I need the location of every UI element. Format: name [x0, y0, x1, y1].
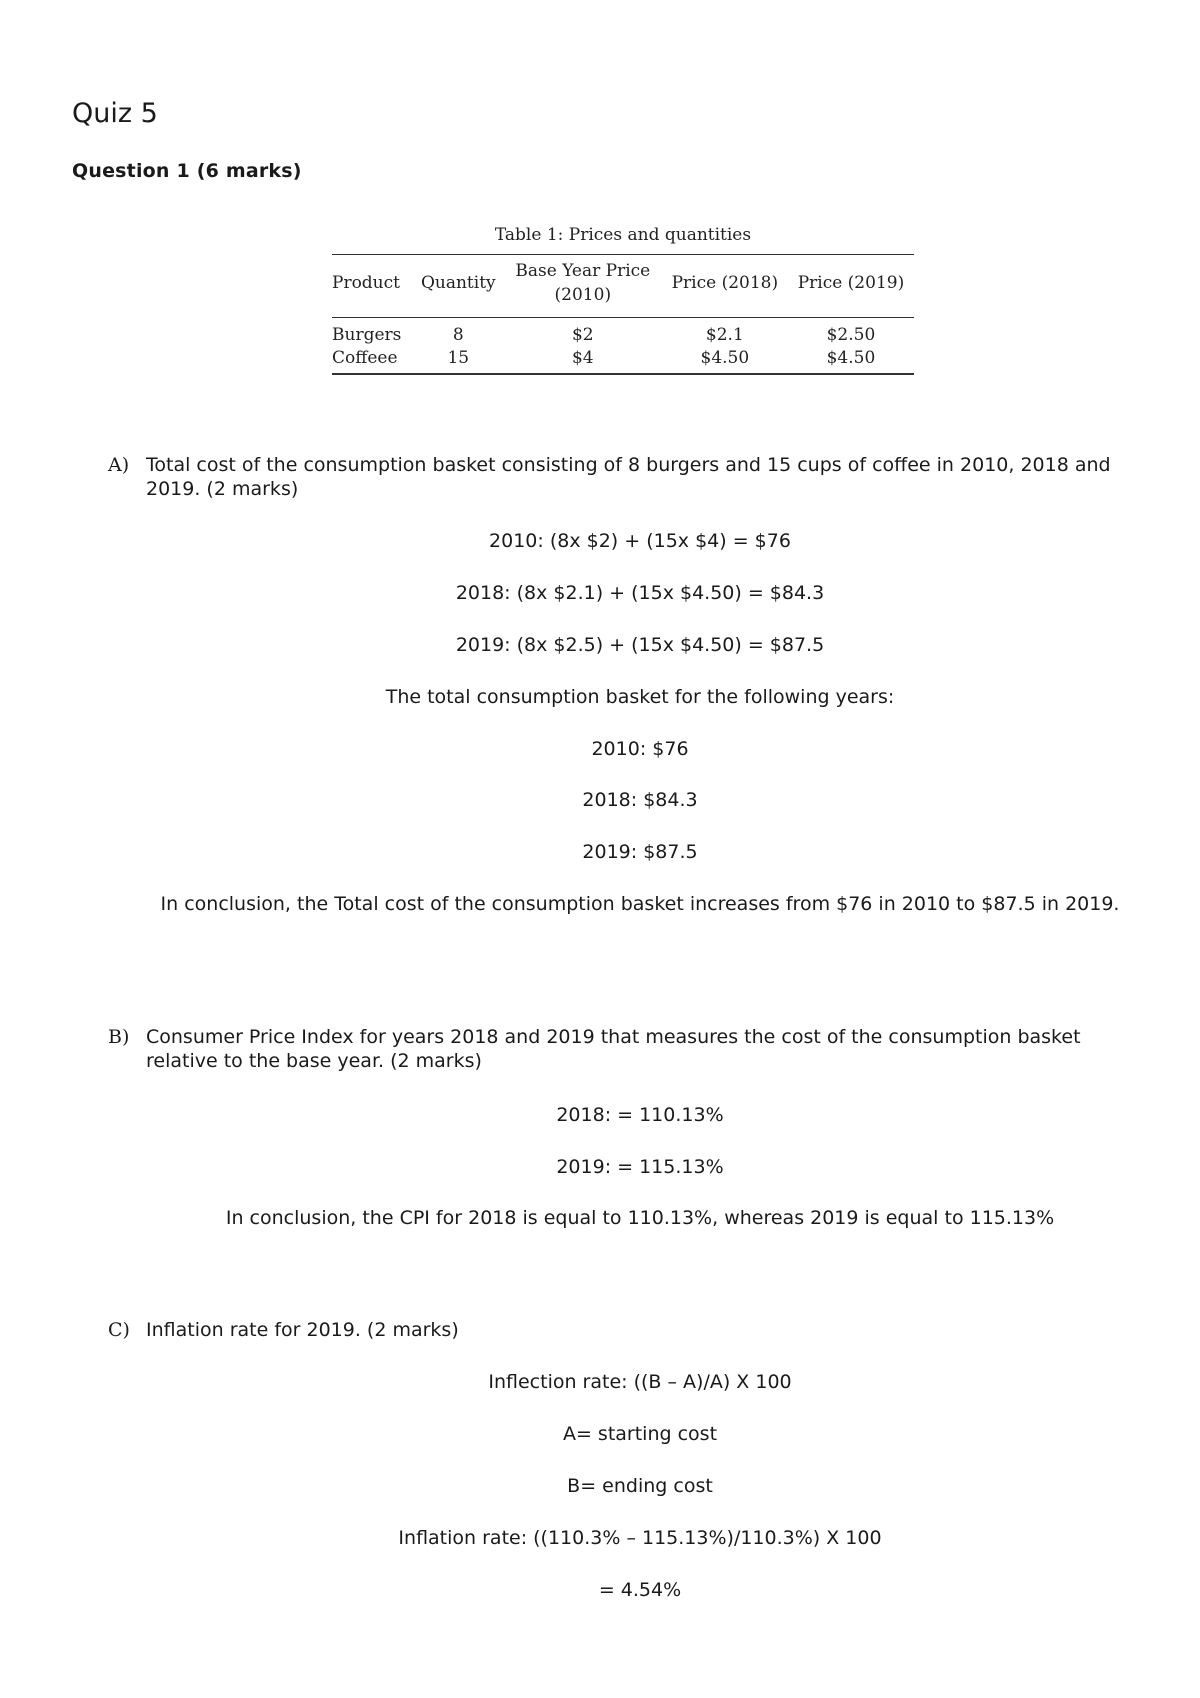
table-cell: $4.50 [700, 348, 750, 368]
part-c-line: A= starting cost [562, 1423, 718, 1445]
part-a-letter: A) [108, 454, 130, 476]
table-row [332, 318, 914, 348]
table-row [332, 347, 914, 374]
table-cell: $4 [571, 348, 594, 368]
table-cell: $4.50 [826, 348, 876, 368]
table-cell: 15 [447, 348, 470, 368]
part-b-line: 2019: = 115.13% [556, 1156, 724, 1178]
part-c-heading [108, 1318, 1138, 1342]
part-c-line: Inflation rate: ((110.3% – 115.13%)/110.3%) X 100 [398, 1527, 882, 1549]
part-a-line: 2018: $84.3 [582, 789, 698, 811]
table-cell: Burgers [332, 325, 402, 345]
part-c-result: = 4.54% [598, 1579, 682, 1601]
part-b-heading [108, 1025, 1138, 1073]
table-cell: $2.1 [705, 325, 744, 345]
part-a-heading [108, 453, 1138, 501]
table-cell: $2.50 [826, 325, 876, 345]
question-heading: Question 1 (6 marks) [72, 160, 302, 182]
part-a-line: The total consumption basket for the following years: [385, 686, 895, 708]
part-a-prompt: Total cost of the consumption basket consisting of 8 burgers and 15 cups of coffee in 2010, 2018 and 2019. (2 marks) [146, 454, 1111, 500]
part-c-prompt: Inflation rate for 2019. (2 marks) [146, 1319, 459, 1341]
part-a-conclusion: In conclusion, the Total cost of the consumption basket increases from $76 in 2010 to $87.5 in 2019. [160, 893, 1120, 915]
part-b-conclusion: In conclusion, the CPI for 2018 is equal to 110.13%, whereas 2019 is equal to 115.13% [225, 1207, 1055, 1229]
table-cell: $2 [571, 325, 594, 345]
part-b-prompt: Consumer Price Index for years 2018 and 2019 that measures the cost of the consumption basket relative to the base year. (2 marks) [146, 1026, 1081, 1072]
prices-table [332, 254, 914, 375]
table-cell: Coffeee [332, 348, 398, 368]
part-a-line: 2019: $87.5 [582, 841, 698, 863]
part-c-line: B= ending cost [567, 1475, 713, 1497]
part-c-letter: C) [108, 1319, 130, 1341]
table-caption: Table 1: Prices and quantities [494, 225, 752, 245]
part-a-line: 2018: (8x $2.1) + (15x $4.50) = $84.3 [455, 582, 825, 604]
header-base-price: Base Year Price (2010) [515, 261, 651, 305]
part-b-letter: B) [108, 1026, 130, 1048]
header-price-2019: Price (2019) [797, 273, 905, 293]
part-a-line: 2010: (8x $2) + (15x $4) = $76 [489, 530, 791, 552]
table-header-row [332, 255, 914, 318]
table-cell: 8 [452, 325, 464, 345]
document-title: Quiz 5 [72, 98, 158, 129]
part-c-line: Inflection rate: ((B – A)/A) X 100 [488, 1371, 792, 1393]
header-quantity: Quantity [420, 273, 496, 293]
prices-table-block [332, 225, 914, 375]
header-product: Product [332, 273, 400, 293]
part-a-line: 2019: (8x $2.5) + (15x $4.50) = $87.5 [455, 634, 825, 656]
part-a-line: 2010: $76 [591, 738, 689, 760]
part-b-line: 2018: = 110.13% [556, 1104, 724, 1126]
header-price-2018: Price (2018) [671, 273, 779, 293]
